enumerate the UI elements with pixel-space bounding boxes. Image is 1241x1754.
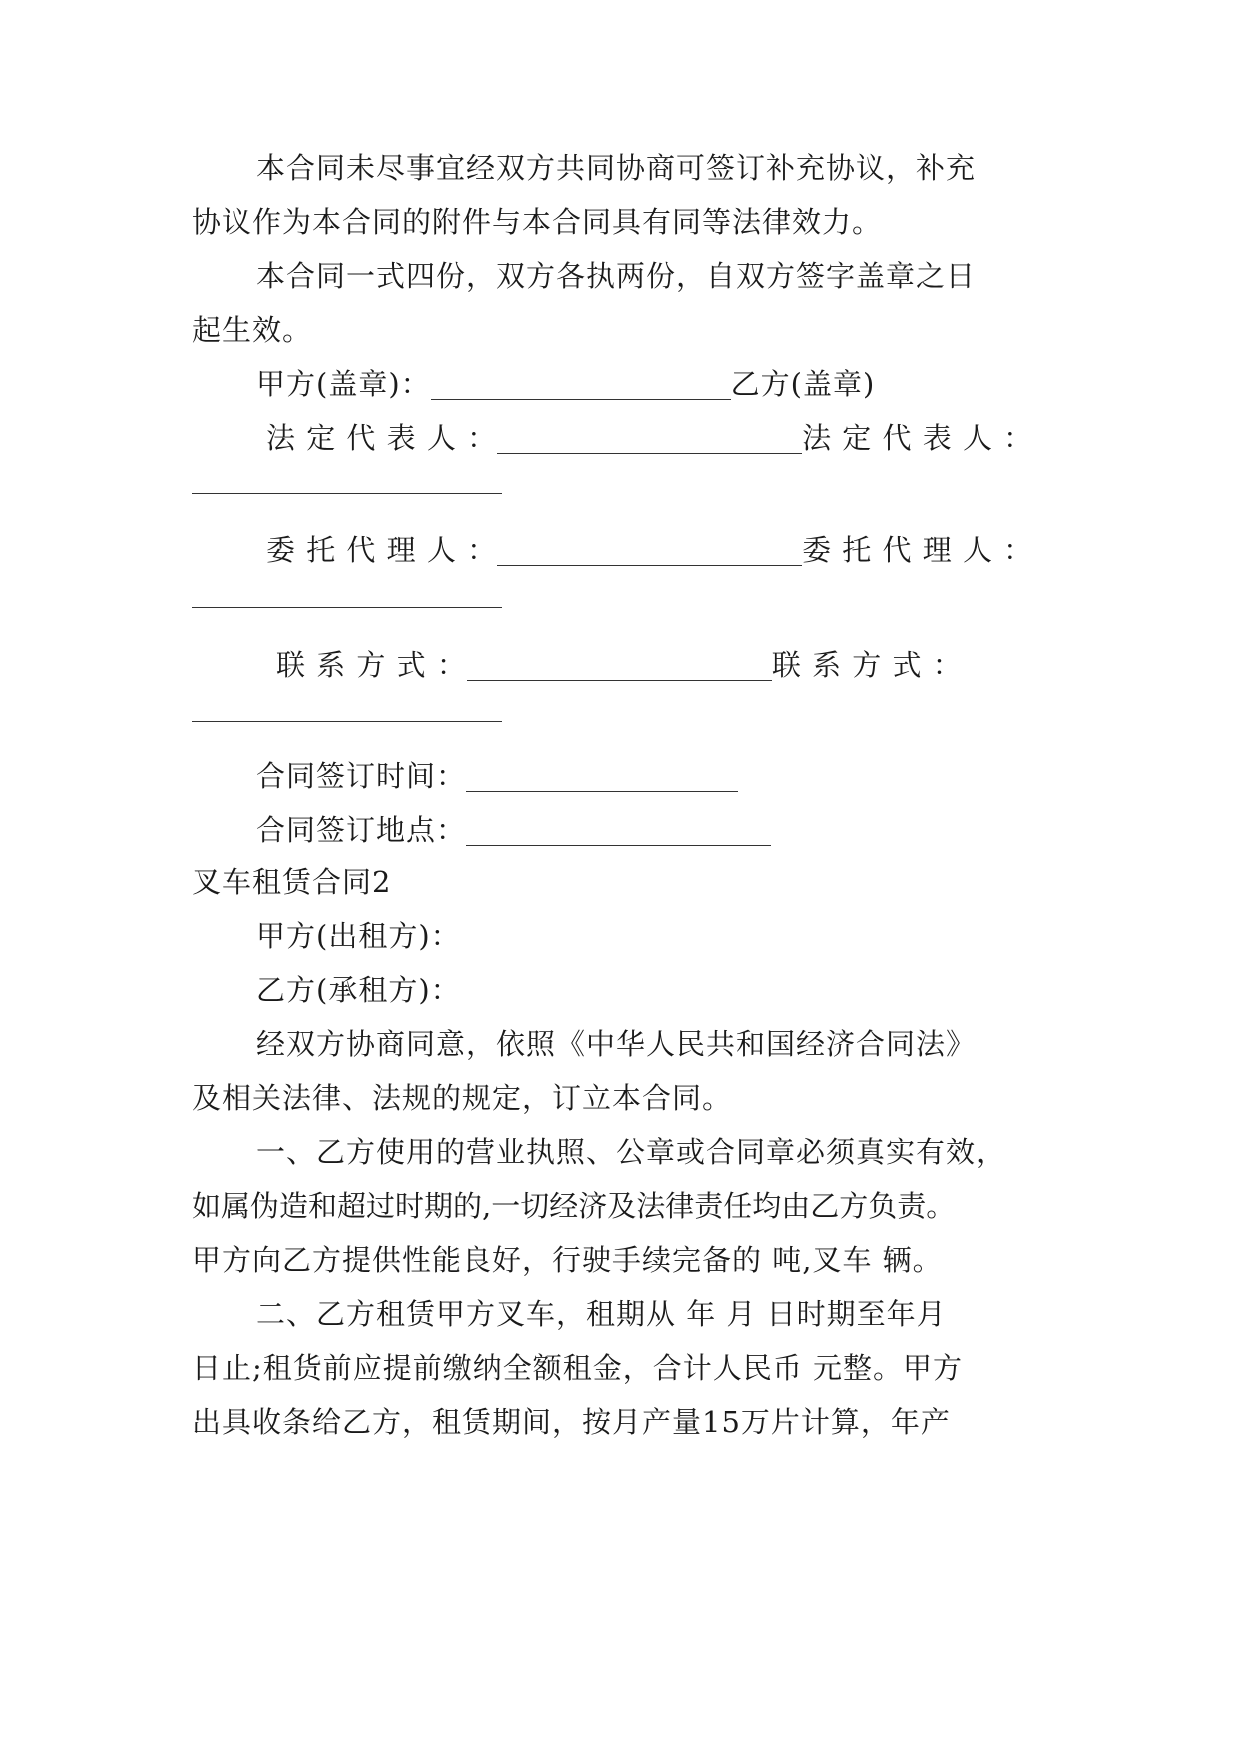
party-b-seal-label: 乙方(盖章) <box>730 367 876 401</box>
clause-1-line-1: 一、乙方使用的营业执照、公章或合同章必须真实有效， <box>256 1135 1007 1169</box>
legal-rep-row <box>266 418 1033 458</box>
paragraph-supplement-line-1: 本合同未尽事宜经双方共同协商可签订补充协议，补充 <box>256 151 977 185</box>
legal-rep-b-blank[interactable] <box>192 492 502 494</box>
agent-row <box>266 530 1033 570</box>
party-seal-row <box>256 364 875 404</box>
contact-b-blank[interactable] <box>192 720 502 722</box>
paragraph-supplement-line-2: 协议作为本合同的附件与本合同具有同等法律效力。 <box>192 205 883 239</box>
clause-1-line-2: 如属伪造和超过时期的,一切经济及法律责任均由乙方负责。 <box>192 1189 956 1223</box>
party-a-seal-blank[interactable] <box>431 369 731 400</box>
legal-rep-b-label: 法 定 代 表 人 ： <box>802 421 1034 455</box>
contract2-intro-line-2: 及相关法律、法规的规定，订立本合同。 <box>192 1081 733 1115</box>
contact-a-blank[interactable] <box>467 650 772 681</box>
clause-2-line-1: 二、乙方租赁甲方叉车，租期从 年 月 日时期至年月 <box>256 1297 947 1331</box>
contract2-title: 叉车租赁合同2 <box>192 865 392 899</box>
sign-time-row <box>256 756 738 796</box>
clause-1-line-3: 甲方向乙方提供性能良好，行驶手续完备的 吨,叉车 辆。 <box>192 1243 943 1277</box>
contact-row <box>276 645 963 685</box>
paragraph-copies-line-2: 起生效。 <box>192 313 313 347</box>
paragraph-copies-line-1: 本合同一式四份，双方各执两份，自双方签字盖章之日 <box>256 259 977 293</box>
agent-b-blank[interactable] <box>192 606 502 608</box>
sign-place-label: 合同签订地点： <box>256 813 467 847</box>
legal-rep-a-blank[interactable] <box>497 423 802 454</box>
sign-time-blank[interactable] <box>466 761 738 792</box>
clause-2-line-3: 出具收条给乙方，租赁期间，按月产量15万片计算，年产 <box>192 1405 951 1439</box>
agent-label: 委 托 代 理 人 ： <box>266 533 498 567</box>
sign-place-row <box>256 810 771 850</box>
contract2-party-a: 甲方(出租方)： <box>256 919 461 953</box>
contract2-party-b: 乙方(承租方)： <box>256 973 461 1007</box>
contract2-intro-line-1: 经双方协商同意，依照《中华人民共和国经济合同法》 <box>256 1027 977 1061</box>
agent-a-blank[interactable] <box>497 535 802 566</box>
agent-b-label: 委 托 代 理 人 ： <box>802 533 1034 567</box>
contact-label: 联 系 方 式 ： <box>276 648 467 682</box>
contact-b-label: 联 系 方 式 ： <box>771 648 963 682</box>
sign-place-blank[interactable] <box>466 815 771 846</box>
legal-rep-label: 法 定 代 表 人 ： <box>266 421 498 455</box>
sign-time-label: 合同签订时间： <box>256 759 467 793</box>
party-a-seal-label: 甲方(盖章)： <box>256 367 431 401</box>
clause-2-line-2: 日止;租货前应提前缴纳全额租金，合计人民币 元整。甲方 <box>192 1351 963 1385</box>
